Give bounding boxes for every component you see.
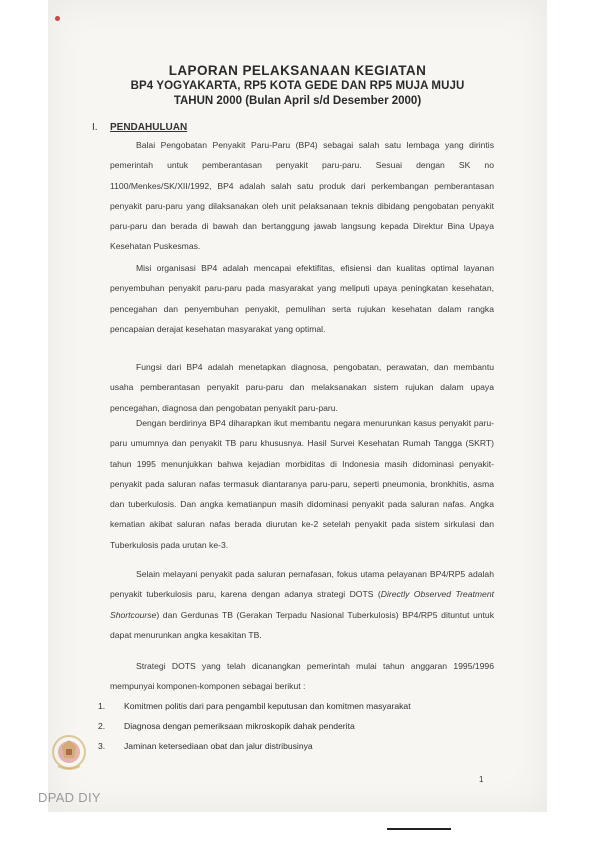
list-item-text: Komitmen politis dari para pengambil keputusan dan komitmen masyarakat xyxy=(124,701,411,711)
list-item xyxy=(98,717,498,737)
paragraph-function xyxy=(110,357,494,418)
list-item xyxy=(98,737,498,757)
paragraph-skrt xyxy=(110,413,494,555)
report-subtitle: BP4 YOGYAKARTA, RP5 KOTA GEDE DAN RP5 MUJA MUJU xyxy=(130,80,465,92)
list-item-number: 1. xyxy=(98,701,106,711)
paragraph-dots-focus xyxy=(110,564,494,645)
paragraph-text xyxy=(110,564,494,645)
paragraph-text: Fungsi dari BP4 adalah menetapkan diagnosa, pengobatan, perawatan, dan membantu usaha pemberantasan penyakit paru-paru dan melaksanakan sistem rujukan dalam upaya pencegahan, diagnosa dan pengobatan penyakit paru-paru. xyxy=(110,362,494,413)
list-item-number: 3. xyxy=(98,741,106,751)
paragraph-dots-strategy xyxy=(110,656,494,697)
page-number: 1 xyxy=(479,775,484,784)
scan-bottom-margin xyxy=(48,812,547,842)
dots-expansion: Directly Observed Treatment Shortcourse xyxy=(110,589,494,620)
paragraph-text-part: Selain melayani penyakit pada saluran pernafasan, fokus utama pelayanan BP4/RP5 adalah penyakit tuberkulosis paru, karena dengan adanya strategi DOTS ( xyxy=(110,569,494,600)
list-item-number: 2. xyxy=(98,721,106,731)
list-item-text: Jaminan ketersediaan obat dan jalur distribusinya xyxy=(124,741,313,751)
list-item xyxy=(98,697,498,717)
dots-components-list xyxy=(98,697,498,757)
report-title: LAPORAN PELAKSANAAN KEGIATAN xyxy=(168,63,427,78)
section-number: I. xyxy=(92,122,98,133)
scan-margin xyxy=(0,0,48,842)
paragraph-text: Misi organisasi BP4 adalah mencapai efektifitas, efisiensi dan kualitas optimal layanan penyembuhan penyakit paru-paru pada masyarakat yang meliputi upaya peningkatan kesehatan, pencegahan dan penyembuhan penyakit, pemulihan serta rujukan kesehatan dalam rangka pencapaian derajat kesehatan masyarakat yang optimal. xyxy=(110,263,494,334)
paragraph-mission xyxy=(110,258,494,339)
report-period: TAHUN 2000 (Bulan April s/d Desember 2000) xyxy=(173,95,422,107)
paragraph-text-part: ) dan Gerdunas TB (Gerakan Terpadu Nasional Tuberkulosis) BP4/RP5 dituntut untuk dapat menurunkan angka kesakitan TB. xyxy=(110,609,494,640)
section-heading: PENDAHULUAN xyxy=(110,122,188,133)
paragraph-bp4-intro xyxy=(110,135,494,257)
bottom-rule xyxy=(387,828,451,830)
archive-seal-icon xyxy=(50,732,88,774)
ink-dot xyxy=(55,16,60,21)
paragraph-text: Strategi DOTS yang telah dicanangkan pemerintah mulai tahun anggaran 1995/1996 mempunyai komponen-komponen sebagai berikut : xyxy=(110,661,494,692)
watermark: DPAD DIY xyxy=(38,790,101,805)
list-item-text: Diagnosa dengan pemeriksaan mikroskopik dahak penderita xyxy=(124,721,355,731)
paragraph-text: Dengan berdirinya BP4 diharapkan ikut membantu negara menurunkan kasus penyakit paru-paru umumnya dan penyakit TB paru khususnya. Hasil Survei Kesehatan Rumah Tangga (SKRT) tahun 1995 menunjukkan bahwa kejadian morbiditas di Indonesia masih didominasi penyakit-penyakit pada saluran nafas termasuk diantaranya paru-paru, seperti pneumonia, bronkhitis, asma dan tuberkulosis. Dan angka kematianpun masih didominasi penyakit pada saluran nafas. Angka kematian akibat saluran nafas berada diurutan ke-2 setelah penyakit pada sistem sirkulasi dan Tuberkulosis pada urutan ke-3. xyxy=(110,418,494,550)
paragraph-text: Balai Pengobatan Penyakit Paru-Paru (BP4) sebagai salah satu lembaga yang dirintis pemerintah untuk pemberantasan penyakit paru-paru. Sesuai dengan SK no 1100/Menkes/SK/XII/1992, BP4 adalah salah satu produk dari perkembangan pemberantasan penyakit paru-paru yang dilaksanakan oleh unit pelaksanaan teknis dibidang pengobatan penyakit paru-paru dan berada di bawah dan bertanggung jawab langsung kepada Direktur Bina Upaya Kesehatan Puskesmas. xyxy=(110,140,494,252)
